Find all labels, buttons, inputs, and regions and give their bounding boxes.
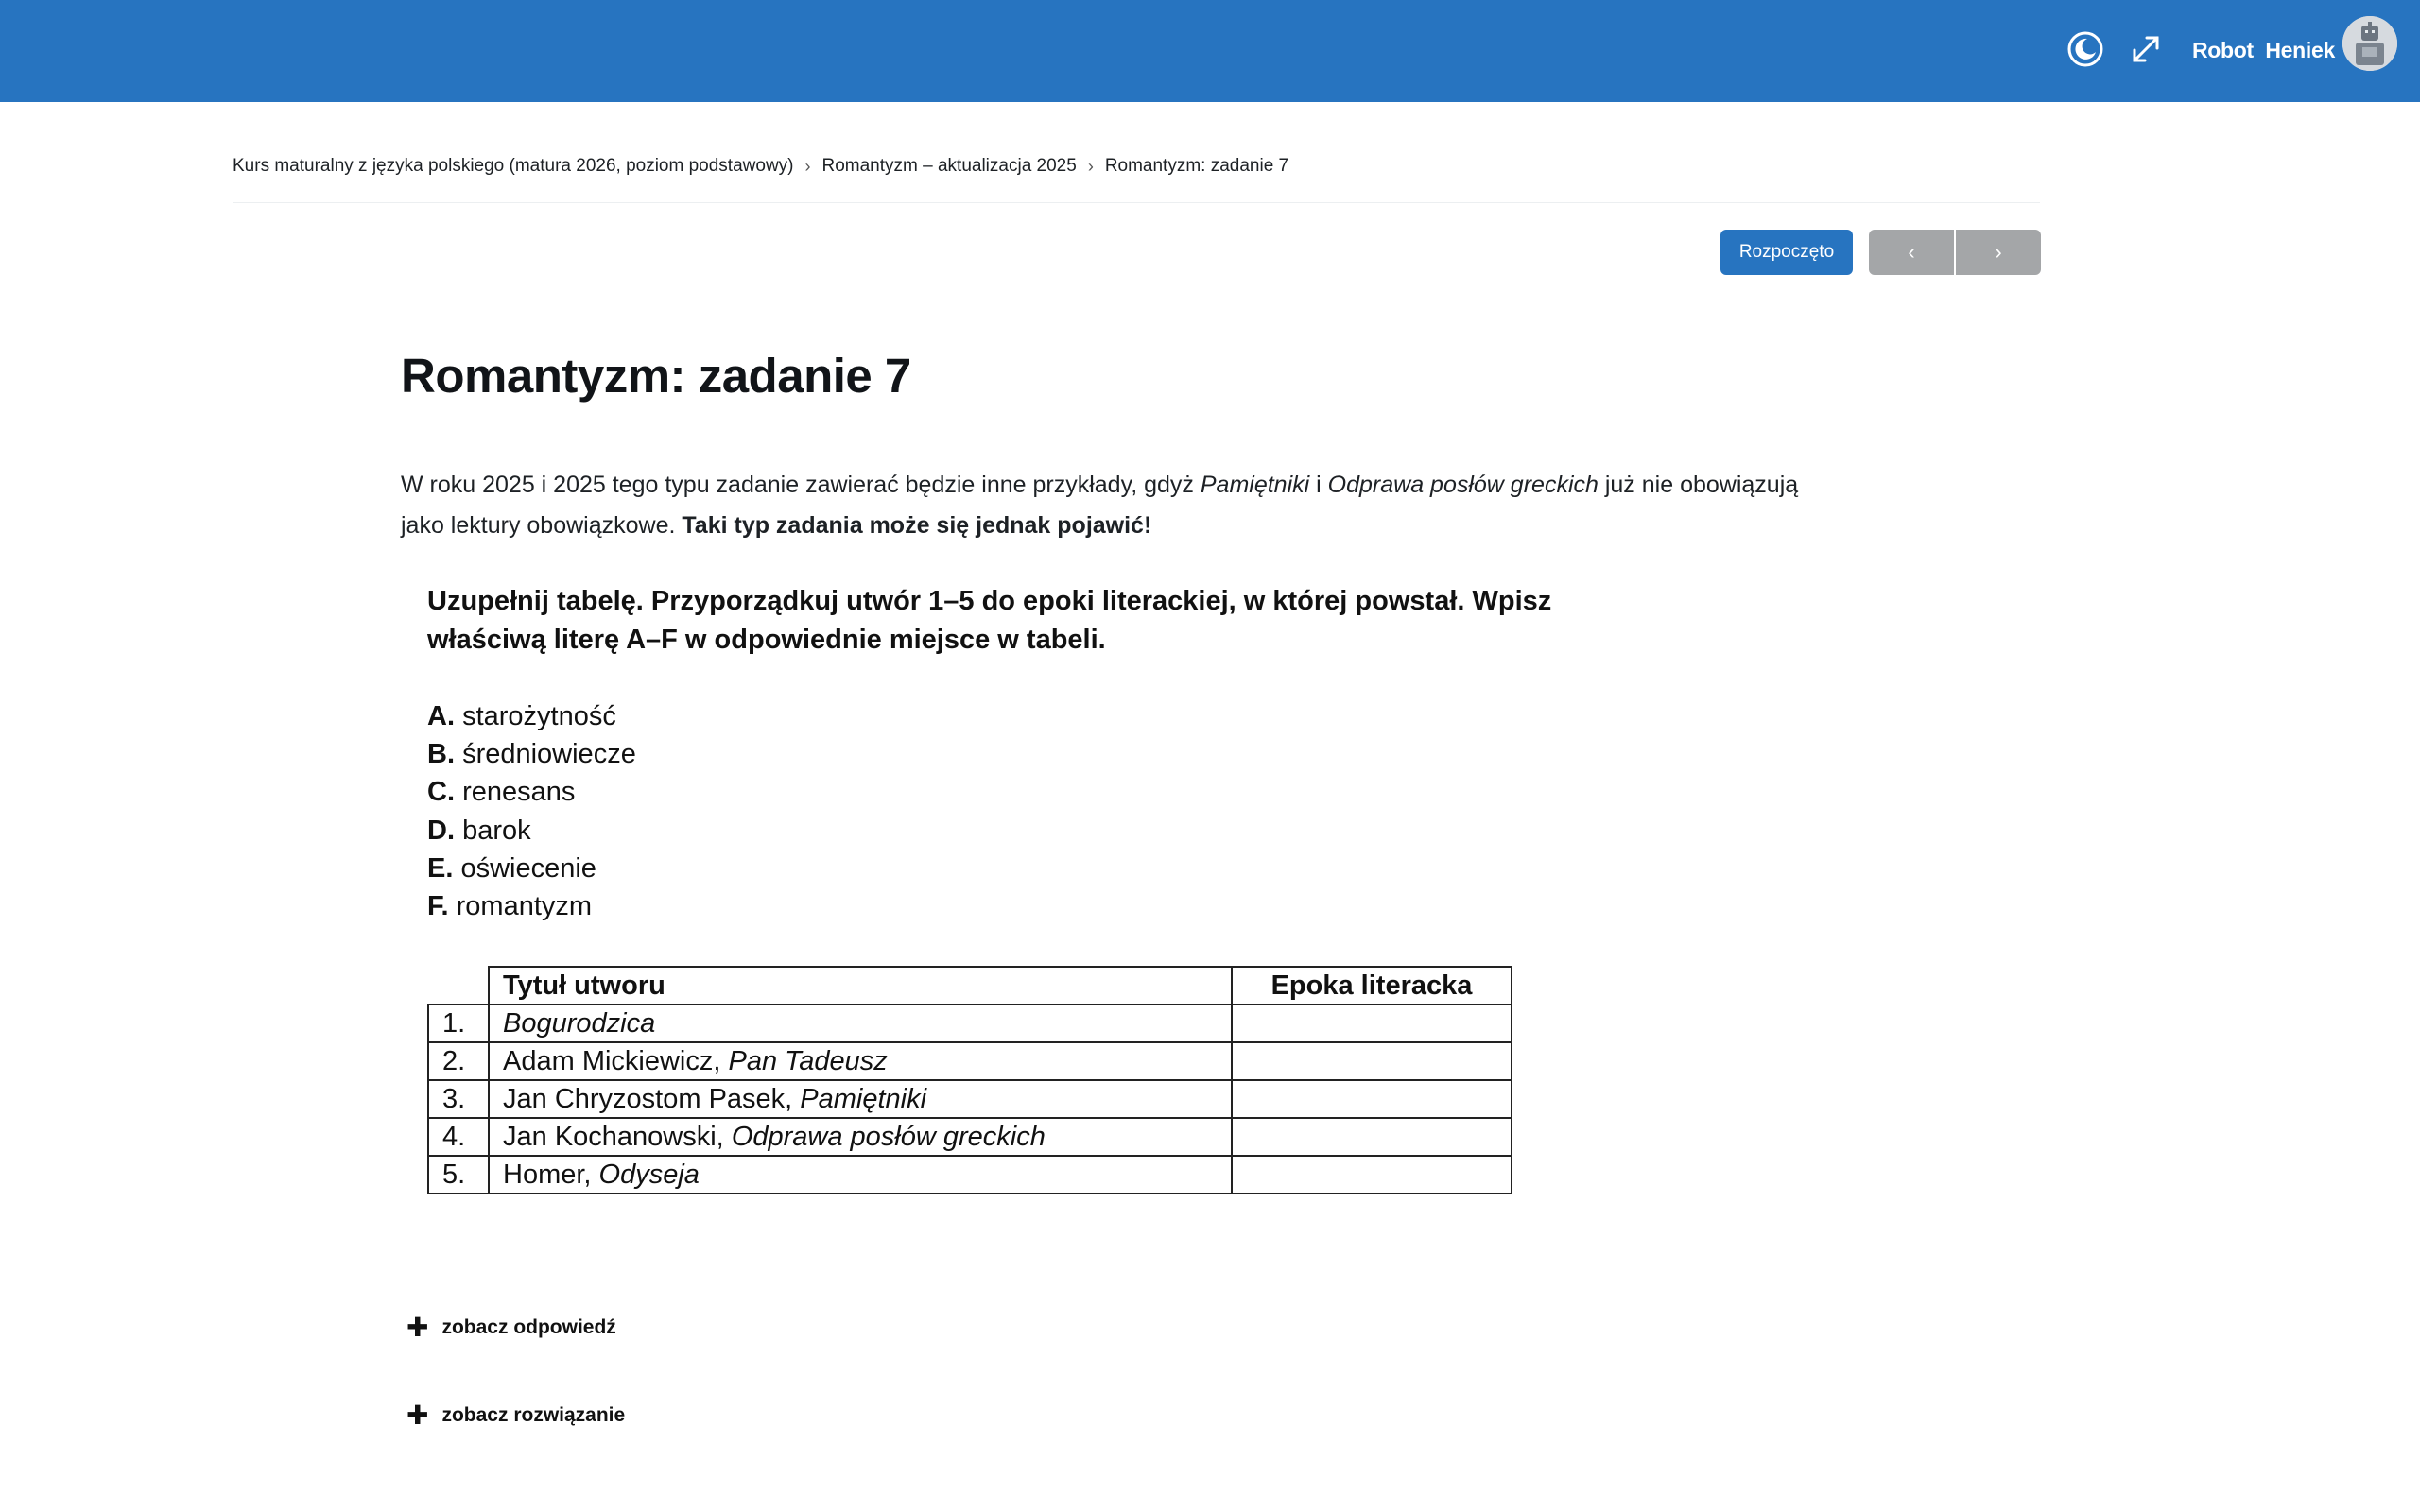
row-era bbox=[1232, 1156, 1512, 1194]
era-option-letter: F. bbox=[427, 891, 449, 922]
task-instruction-line: właściwą literę A–F w odpowiednie miejsce w tabeli. bbox=[427, 625, 1106, 655]
table-row bbox=[428, 1080, 1512, 1118]
expand-icon[interactable] bbox=[2118, 21, 2174, 77]
table-row bbox=[428, 1005, 1512, 1042]
show-solution-label: zobacz rozwiązanie bbox=[441, 1404, 626, 1426]
row-author: Jan Chryzostom Pasek, bbox=[503, 1083, 801, 1114]
era-option-letter: B. bbox=[427, 739, 455, 770]
row-era bbox=[1232, 1042, 1512, 1080]
task-instruction-line: Uzupełnij tabelę. Przyporządkuj utwór 1–5 do epoki literackiej, w której powstał. Wpisz bbox=[427, 586, 1552, 616]
row-work bbox=[489, 1005, 1232, 1042]
era-option-letter: C. bbox=[427, 777, 455, 808]
table-row bbox=[428, 1118, 1512, 1156]
chevron-right-icon: › bbox=[1995, 240, 2002, 264]
row-author: Homer, bbox=[503, 1159, 599, 1190]
row-title: Bogurodzica bbox=[503, 1007, 656, 1039]
show-answer-label: zobacz odpowiedź bbox=[441, 1316, 616, 1338]
top-navbar bbox=[0, 0, 2420, 102]
table-row bbox=[428, 1156, 1512, 1194]
intro-bold-note: Taki typ zadania może się jednak pojawić! bbox=[682, 512, 1152, 539]
intro-italic-title: Odprawa posłów greckich bbox=[1327, 472, 1599, 498]
intro-paragraph bbox=[401, 465, 1876, 546]
table-header-row bbox=[428, 967, 1512, 1005]
era-option bbox=[427, 773, 636, 811]
era-options-list bbox=[427, 697, 636, 925]
row-title: Odyseja bbox=[598, 1159, 700, 1190]
show-answer-toggle[interactable] bbox=[406, 1309, 616, 1347]
row-title: Odprawa posłów greckich bbox=[731, 1121, 1046, 1152]
era-option-text: starożytność bbox=[462, 701, 616, 731]
breadcrumb-section[interactable]: Romantyzm – aktualizacja 2025 bbox=[821, 156, 1077, 176]
next-activity-button[interactable] bbox=[1956, 230, 2041, 275]
era-option-text: oświecenie bbox=[460, 852, 596, 884]
intro-text: już nie obowiązują bbox=[1598, 472, 1799, 498]
row-work bbox=[489, 1080, 1232, 1118]
row-number: 2. bbox=[428, 1042, 489, 1080]
page-title: Romantyzm: zadanie 7 bbox=[401, 349, 911, 403]
era-option-text: renesans bbox=[462, 777, 576, 808]
breadcrumb-separator: › bbox=[1087, 156, 1094, 176]
intro-line-1 bbox=[401, 465, 1876, 506]
previous-activity-button[interactable] bbox=[1869, 230, 1954, 275]
row-work bbox=[489, 1042, 1232, 1080]
era-option bbox=[427, 812, 636, 850]
row-title: Pan Tadeusz bbox=[728, 1045, 888, 1076]
row-number: 1. bbox=[428, 1005, 489, 1042]
era-option-text: średniowiecze bbox=[462, 739, 636, 770]
breadcrumb-divider bbox=[233, 202, 2040, 203]
row-number: 3. bbox=[428, 1080, 489, 1118]
row-number: 4. bbox=[428, 1118, 489, 1156]
row-era bbox=[1232, 1080, 1512, 1118]
era-option-text: romantyzm bbox=[456, 891, 593, 922]
plus-icon: ✚ bbox=[406, 1400, 429, 1430]
row-author: Jan Kochanowski, bbox=[503, 1121, 732, 1152]
show-solution-toggle[interactable] bbox=[406, 1397, 625, 1435]
table-header-empty bbox=[428, 967, 489, 1005]
avatar[interactable] bbox=[2342, 16, 2397, 71]
intro-text: jako lektury obowiązkowe. bbox=[401, 512, 683, 539]
intro-line-2 bbox=[401, 506, 1876, 546]
row-era bbox=[1232, 1118, 1512, 1156]
user-name[interactable]: Robot_Heniek bbox=[2191, 38, 2335, 62]
breadcrumb-current: Romantyzm: zadanie 7 bbox=[1104, 156, 1289, 176]
row-work bbox=[489, 1118, 1232, 1156]
row-author: Adam Mickiewicz, bbox=[503, 1045, 729, 1076]
chevron-left-icon: ‹ bbox=[1908, 240, 1915, 264]
intro-italic-title: Pamiętniki bbox=[1200, 472, 1310, 498]
breadcrumb-course[interactable]: Kurs maturalny z języka polskiego (matura 2026, poziom podstawowy) bbox=[233, 156, 794, 176]
completion-status-button[interactable]: Rozpoczęto bbox=[1720, 230, 1853, 275]
era-option-text: barok bbox=[462, 815, 531, 846]
breadcrumb-separator: › bbox=[804, 156, 811, 176]
intro-text: W roku 2025 i 2025 tego typu zadanie zawierać będzie inne przykłady, gdyż bbox=[401, 472, 1201, 498]
task-instruction bbox=[427, 582, 1656, 660]
era-option bbox=[427, 887, 636, 925]
works-table bbox=[427, 966, 1512, 1194]
intro-text: i bbox=[1309, 472, 1328, 498]
era-option-letter: A. bbox=[427, 701, 455, 731]
row-work bbox=[489, 1156, 1232, 1194]
table-row bbox=[428, 1042, 1512, 1080]
table-header-era: Epoka literacka bbox=[1232, 967, 1512, 1005]
era-option bbox=[427, 735, 636, 773]
row-number: 5. bbox=[428, 1156, 489, 1194]
era-option bbox=[427, 850, 636, 887]
row-era bbox=[1232, 1005, 1512, 1042]
row-title: Pamiętniki bbox=[800, 1083, 927, 1114]
era-option-letter: D. bbox=[427, 815, 455, 846]
plus-icon: ✚ bbox=[406, 1313, 429, 1342]
era-option-letter: E. bbox=[427, 852, 454, 884]
moon-icon[interactable] bbox=[2057, 21, 2114, 77]
breadcrumb bbox=[233, 149, 1288, 183]
era-option bbox=[427, 697, 636, 735]
table-header-title: Tytuł utworu bbox=[489, 967, 1232, 1005]
